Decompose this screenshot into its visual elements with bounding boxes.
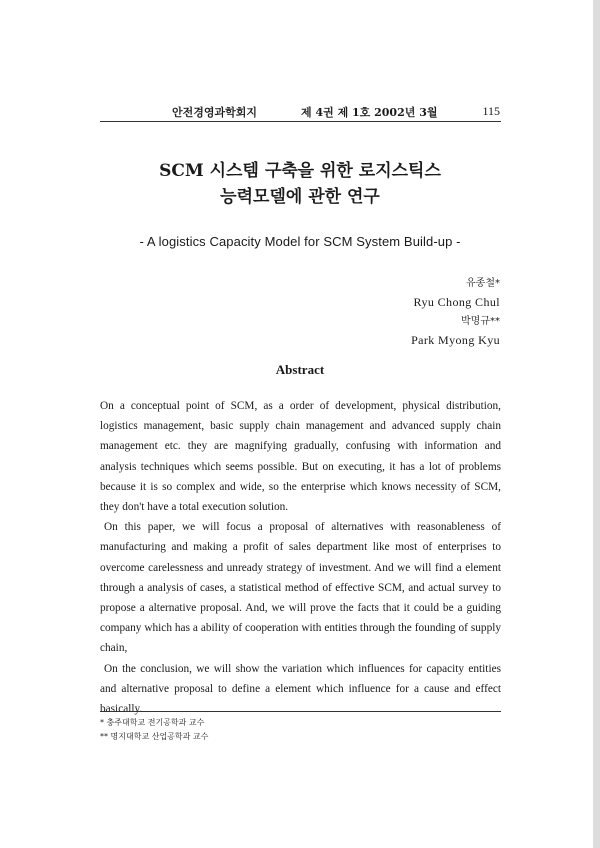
page-number: 115	[482, 104, 500, 118]
author-1-english: Ryu Chong Chul	[413, 295, 500, 309]
abstract-heading: Abstract	[275, 362, 325, 377]
abstract-body	[100, 396, 501, 719]
footnote-2: ** 명지대학교 산업공학과 교수	[100, 732, 209, 741]
abstract-paragraph-3: On the conclusion, we will show the variation which influences for capacity entities and alternative proposal to define a element which influence for a cause and effect basically.	[100, 662, 501, 716]
author-1-korean: 유종철*	[466, 278, 500, 289]
footnote-1: * 충주대학교 전기공학과 교수	[100, 718, 205, 727]
author-block	[250, 274, 500, 350]
footnotes	[100, 716, 500, 744]
paper-title	[100, 158, 500, 210]
journal-name: 안전경영과학회지	[172, 106, 258, 119]
english-subtitle: - A logistics Capacity Model for SCM System Build-up -	[139, 234, 461, 249]
header-rule	[100, 121, 501, 122]
title-line-1: SCM 시스템 구축을 위한 로지스틱스	[159, 161, 441, 181]
title-line-2: 능력모델에 관한 연구	[220, 187, 380, 207]
author-2-korean: 박명규**	[461, 316, 500, 327]
page-edge-shadow	[593, 0, 600, 848]
author-2-english: Park Myong Kyu	[411, 333, 500, 347]
abstract-paragraph-2: On this paper, we will focus a proposal of alternatives with reasonableness of manufacturing and making a profit of sales department like most of enterprises to overcome carelessness and unready strategy of investment. And we will find a element through a analysis of cases, a statistical method of effective SCM, and actual survey to propose a alternative proposal. And, we will prove the facts that it could be a guiding company which has a ability of cooperation with entities through the founding of supply chain,	[100, 521, 501, 655]
volume-issue-date: 제 4권 제 1호 2002년 3월	[301, 106, 438, 119]
footnote-rule	[100, 711, 501, 712]
abstract-paragraph-1: On a conceptual point of SCM, as a order of development, physical distribution, logistics management, basic supply chain management and advanced supply chain management etc. they are magnifying gradually, confusing with information and analysis techniques which seems possible. But on executing, it has a lot of problems because it is so complex and wide, so the enterprise which knows necessity of SCM, they don't have a total execution solution.	[100, 400, 501, 514]
